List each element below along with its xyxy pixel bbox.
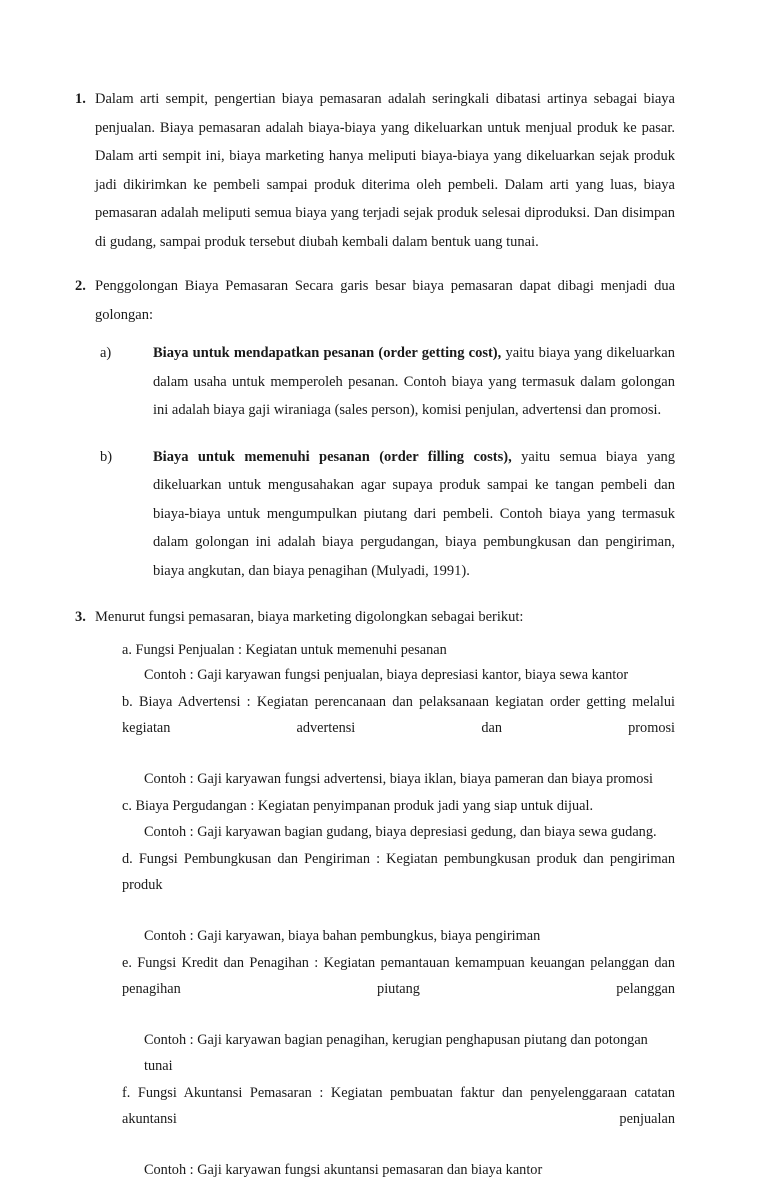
function-c-example: Contoh : Gaji karyawan bagian gudang, biaya depresiasi gedung, dan biaya sewa gudang. <box>122 820 675 846</box>
function-f-title-text: Fungsi Akuntansi Pemasaran : Kegiatan pembuatan faktur dan penyelenggaraan catatan akuntansi penjualan <box>122 1085 675 1127</box>
lettered-item-b-rest: yaitu semua biaya yang dikeluarkan untuk mengusahakan agar supaya produk sampai ke tangan pembeli dan biaya-biaya untuk mengumpulkan piutang dari pembeli. Contoh biaya yang termasuk dalam golongan ini adalah biaya pergudangan, biaya pembungkusan dan pengiriman, biaya angkutan, dan biaya penagihan (Mulyadi, 1991). <box>153 449 675 579</box>
function-b-example: Contoh : Gaji karyawan fungsi advertensi, biaya iklan, biaya pameran dan biaya promosi <box>122 767 675 793</box>
paragraph-1-text: Dalam arti sempit, pengertian biaya pemasaran adalah seringkali dibatasi artinya sebagai biaya penjualan. Biaya pemasaran adalah biaya-biaya yang dikeluarkan untuk menjual produk ke pasar. Dalam arti sempit ini, biaya marketing hanya meliputi biaya-biaya yang dikeluarkan sejak produk jadi dikirimkan ke pembeli sampai produk diterima oleh pembeli. Dalam arti yang luas, biaya pemasaran adalah meliputi semua biaya yang terjadi sejak produk selesai diproduksi. Dan disimpan di gudang, sampai produk tersebut diubah kembali dalam bentuk uang tunai. <box>95 85 675 256</box>
function-a-title-text: Fungsi Penjualan : Kegiatan untuk memenuhi pesanan <box>136 642 447 658</box>
function-e-title-text: Fungsi Kredit dan Penagihan : Kegiatan pemantauan kemampuan keuangan pelanggan dan penagihan piutang pelanggan <box>122 955 675 997</box>
function-entry-c <box>122 794 675 846</box>
lettered-item-b-bold-lead: Biaya untuk memenuhi pesanan (order filling costs), <box>153 449 512 465</box>
function-entry-e <box>122 951 675 1080</box>
lettered-item-b-body <box>153 443 675 586</box>
function-a-title <box>122 638 675 664</box>
list-marker-3: 3. <box>75 603 86 632</box>
function-a-example: Contoh : Gaji karyawan fungsi penjualan, biaya depresiasi kantor, biaya sewa kantor <box>122 663 675 689</box>
function-e-title <box>122 951 675 1028</box>
lettered-sublist <box>75 339 675 585</box>
lettered-item-a-rest: yaitu biaya yang dikeluarkan dalam usaha untuk memperoleh pesanan. Contoh biaya yang termasuk dalam golongan ini adalah biaya gaji wiraniaga (sales person), komisi penjulan, advertensi dan promosi. <box>153 345 675 418</box>
function-f-example: Contoh : Gaji karyawan fungsi akuntansi pemasaran dan biaya kantor <box>122 1158 675 1184</box>
lettered-item-b <box>100 443 675 586</box>
function-f-marker: f. <box>122 1085 130 1101</box>
function-entry-a <box>122 638 675 690</box>
function-c-marker: c. <box>122 798 132 814</box>
numbered-item-1 <box>75 85 675 256</box>
function-b-title <box>122 690 675 767</box>
function-b-marker: b. <box>122 694 133 710</box>
function-entry-d <box>122 847 675 950</box>
numbered-item-3 <box>75 603 675 632</box>
list-marker-a: a) <box>100 339 111 368</box>
function-c-title <box>122 794 675 820</box>
function-a-marker: a. <box>122 642 132 658</box>
function-b-title-text: Biaya Advertensi : Kegiatan perencanaan dan pelaksanaan kegiatan order getting melalui kegiatan advertensi dan promosi <box>122 694 675 736</box>
list-marker-2: 2. <box>75 272 86 301</box>
function-d-title-text: Fungsi Pembungkusan dan Pengiriman : Kegiatan pembungkusan produk dan pengiriman produk <box>122 851 675 893</box>
numbered-item-2 <box>75 272 675 329</box>
list-marker-b: b) <box>100 443 112 472</box>
lettered-item-a-body <box>153 339 675 425</box>
function-entry-b <box>122 690 675 793</box>
function-d-example: Contoh : Gaji karyawan, biaya bahan pembungkus, biaya pengiriman <box>122 924 675 950</box>
function-c-title-text: Biaya Pergudangan : Kegiatan penyimpanan produk jadi yang siap untuk dijual. <box>136 798 594 814</box>
function-f-title <box>122 1081 675 1158</box>
function-d-marker: d. <box>122 851 133 867</box>
paragraph-2-text: Penggolongan Biaya Pemasaran Secara garis besar biaya pemasaran dapat dibagi menjadi dua golongan: <box>95 272 675 329</box>
function-entry-f <box>122 1081 675 1184</box>
paragraph-3-text: Menurut fungsi pemasaran, biaya marketing digolongkan sebagai berikut: <box>95 603 675 632</box>
function-e-example: Contoh : Gaji karyawan bagian penagihan, kerugian penghapusan piutang dan potongan tunai <box>122 1028 675 1080</box>
lettered-item-a <box>100 339 675 425</box>
list-marker-1: 1. <box>75 85 86 114</box>
function-d-title <box>122 847 675 924</box>
function-e-marker: e. <box>122 955 132 971</box>
marketing-function-list <box>75 638 675 1184</box>
lettered-item-a-bold-lead: Biaya untuk mendapatkan pesanan (order getting cost), <box>153 345 501 361</box>
